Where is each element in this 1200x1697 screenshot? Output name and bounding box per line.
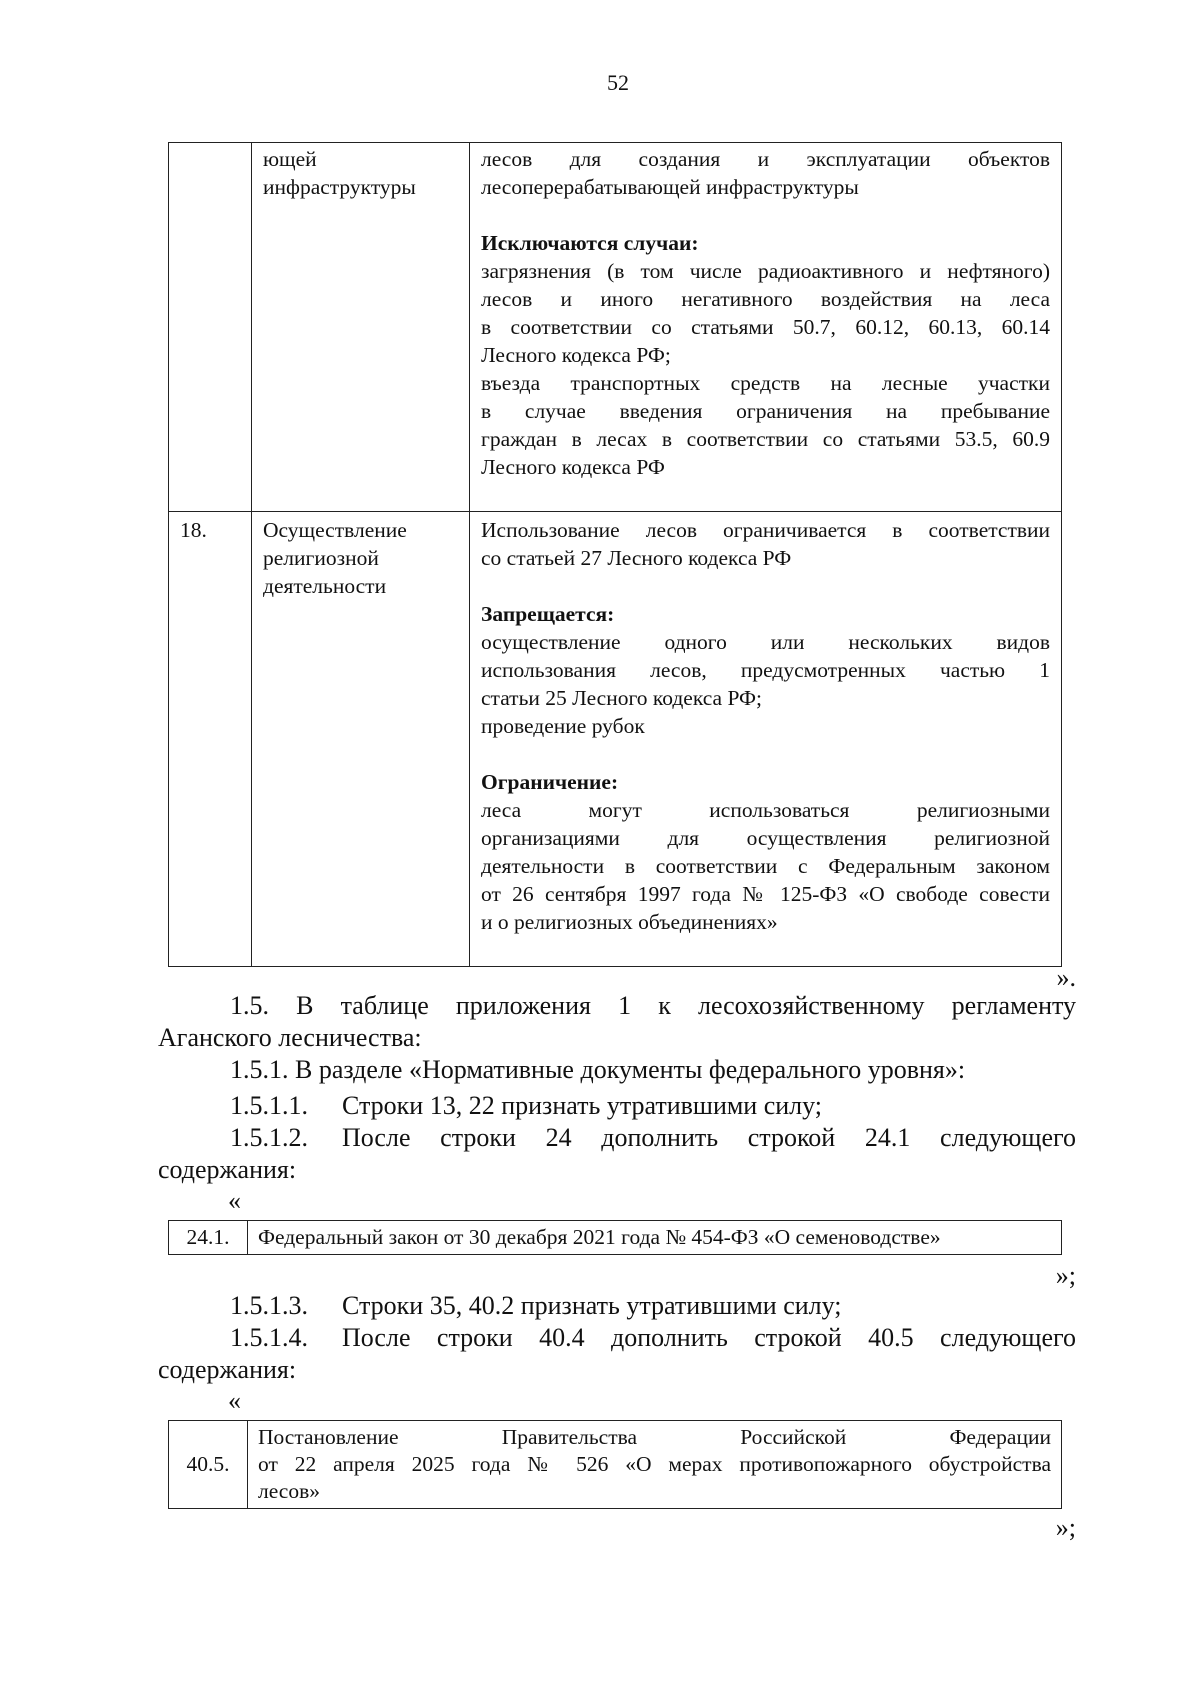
row-document-line: лесов»	[258, 1479, 321, 1503]
insert-table-40-5	[168, 1420, 1062, 1509]
requirement-line: использования лесов, предусмотренных частью 1	[481, 658, 1050, 682]
paragraph-1-5-1-1	[158, 1090, 1148, 1122]
row-number	[169, 143, 252, 512]
requirement-line: и о религиозных объединениях»	[481, 910, 778, 934]
activity-line: Осуществление	[263, 518, 407, 542]
requirement-heading: Ограничение:	[481, 770, 619, 794]
requirement-line: лесов и иного негативного воздействия на леса	[481, 287, 1050, 311]
requirement-heading: Исключаются случаи:	[481, 231, 699, 255]
paragraph-1-5-1-2	[158, 1122, 1076, 1186]
item-number: 1.5.1.1.	[230, 1091, 308, 1120]
spacer	[481, 201, 1050, 229]
insert-table-24-1	[168, 1220, 1062, 1255]
paragraph-1-5-1-3	[158, 1290, 1148, 1322]
requirement-line: Лесного кодекса РФ;	[481, 343, 671, 367]
table-row	[169, 143, 1062, 512]
item-number: 1.5.1.2.	[230, 1123, 308, 1152]
row-number: 40.5.	[169, 1421, 248, 1509]
paragraph-1-5-1-2-line-1	[158, 1122, 1076, 1154]
insert-1-open-quote: «	[228, 1186, 241, 1215]
paragraph-1-5	[158, 990, 1076, 1054]
requirement-line: статьи 25 Лесного кодекса РФ;	[481, 686, 763, 710]
requirement-line: в соответствии со статьями 50.7, 60.12, 60.13, 60.14	[481, 315, 1050, 339]
requirement-line: леса могут использоваться религиозными	[481, 798, 1050, 822]
requirement-line: деятельности в соответствии с Федеральным законом	[481, 854, 1050, 878]
row-activity-type	[252, 143, 470, 512]
item-number: 1.5.1.3.	[230, 1291, 308, 1320]
page-number: 52	[607, 70, 629, 95]
insert-2-closing-quote: »;	[1055, 1513, 1076, 1542]
row-activity-type	[252, 512, 470, 967]
item-text: После строки 40.4 дополнить строкой 40.5 следующего	[342, 1323, 1076, 1352]
item-text: Строки 13, 22 признать утратившими силу;	[342, 1091, 823, 1120]
table-closing-quote: ».	[1056, 963, 1076, 992]
row-document: Федеральный закон от 30 декабря 2021 года № 454-ФЗ «О семеноводстве»	[248, 1221, 1062, 1255]
insert-1-closing-quote: »;	[1055, 1261, 1076, 1290]
table-row	[169, 512, 1062, 967]
paragraph-1-5-1-2-line-2: содержания:	[158, 1155, 297, 1184]
requirement-line: Лесного кодекса РФ	[481, 455, 665, 479]
requirement-line: в случае введения ограничения на пребывание	[481, 399, 1050, 423]
requirement-line: загрязнения (в том числе радиоактивного и нефтяного)	[481, 259, 1050, 283]
row-document	[248, 1421, 1062, 1509]
requirement-line: лесов для создания и эксплуатации объектов	[481, 147, 1050, 171]
table-row	[169, 1421, 1062, 1509]
row-document-line: Постановление Правительства Российской Федерации	[258, 1425, 1051, 1449]
paragraph-1-5-line-2: Аганского лесничества:	[158, 1023, 422, 1052]
item-number: 1.5.1.4.	[230, 1323, 308, 1352]
paragraph-1-5-1-4-line-1	[158, 1322, 1076, 1354]
activity-line: инфраструктуры	[263, 175, 416, 199]
requirement-line: граждан в лесах в соответствии со статьями 53.5, 60.9	[481, 427, 1050, 451]
activity-line: ющей	[263, 147, 317, 171]
row-number: 18.	[169, 512, 252, 967]
requirement-line: от 26 сентября 1997 года № 125-ФЗ «О свободе совести	[481, 882, 1050, 906]
row-requirements	[470, 143, 1062, 512]
requirement-line: Использование лесов ограничивается в соответствии	[481, 518, 1050, 542]
paragraph-1-5-1: 1.5.1. В разделе «Нормативные документы федерального уровня»:	[230, 1055, 966, 1084]
requirement-line: организациями для осуществления религиозной	[481, 826, 1050, 850]
row-number: 24.1.	[169, 1221, 248, 1255]
spacer	[481, 740, 1050, 768]
regulation-table	[168, 142, 1062, 967]
table-row	[169, 1221, 1062, 1255]
paragraph-1-5-1-4	[158, 1322, 1076, 1386]
insert-2-open-quote: «	[228, 1386, 241, 1415]
requirement-line: осуществление одного или нескольких видов	[481, 630, 1050, 654]
paragraph-1-5-line-1: 1.5. В таблице приложения 1 к лесохозяйственному регламенту	[230, 991, 1076, 1020]
requirement-line: въезда транспортных средств на лесные участки	[481, 371, 1050, 395]
row-document-line: от 22 апреля 2025 года № 526 «О мерах противопожарного обустройства	[258, 1452, 1051, 1476]
row-requirements	[470, 512, 1062, 967]
activity-line: религиозной	[263, 546, 379, 570]
requirement-line: со статьей 27 Лесного кодекса РФ	[481, 546, 792, 570]
spacer	[481, 572, 1050, 600]
item-text: После строки 24 дополнить строкой 24.1 следующего	[342, 1123, 1076, 1152]
requirement-heading: Запрещается:	[481, 602, 615, 626]
requirement-line: проведение рубок	[481, 714, 645, 738]
activity-line: деятельности	[263, 574, 387, 598]
requirement-line: лесоперерабатывающей инфраструктуры	[481, 175, 859, 199]
item-text: Строки 35, 40.2 признать утратившими силу;	[342, 1291, 842, 1320]
paragraph-1-5-1-4-line-2: содержания:	[158, 1355, 297, 1384]
